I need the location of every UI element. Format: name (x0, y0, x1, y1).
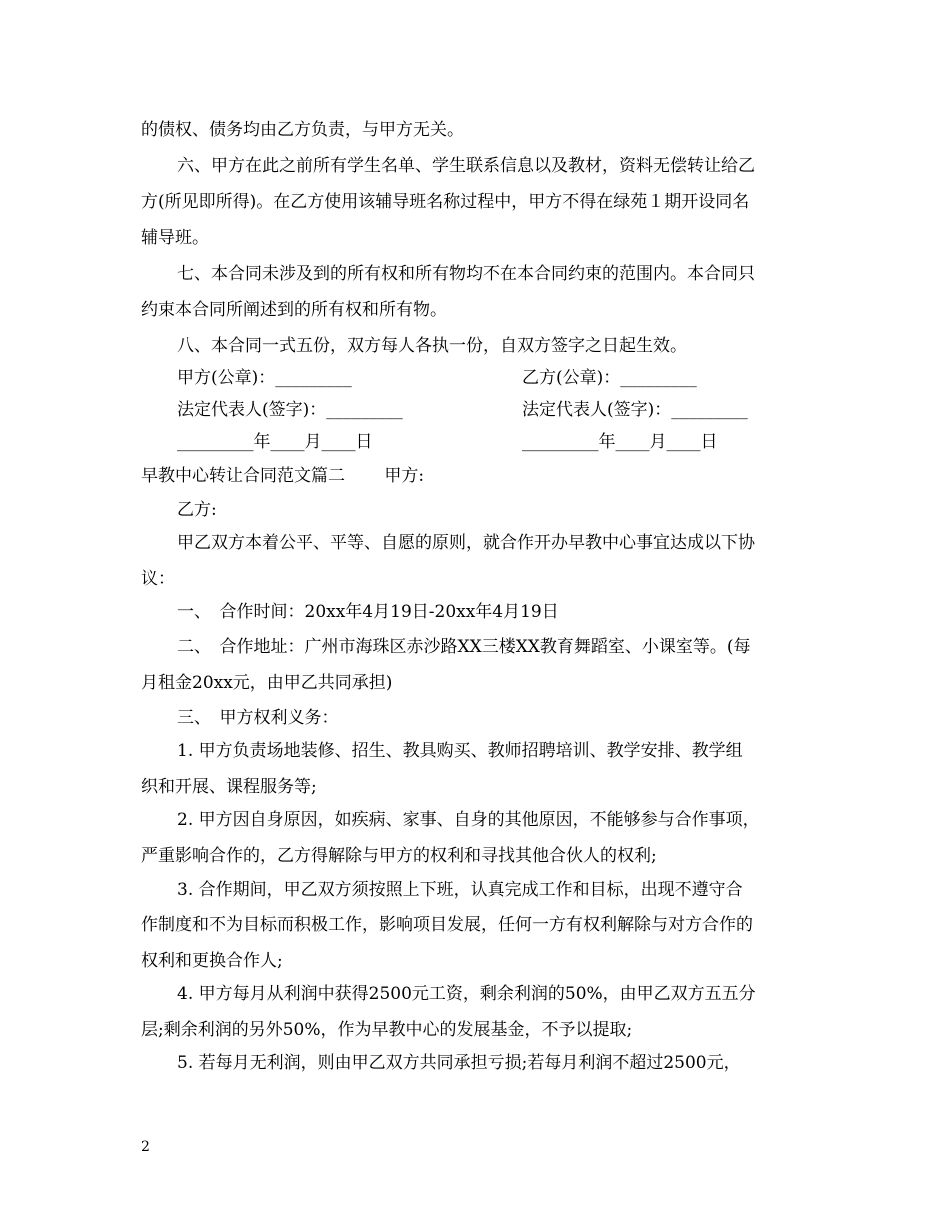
paragraph-line: 2. 甲方因自身原因，如疾病、家事、自身的其他原因，不能够参与合作事项， (177, 810, 760, 830)
party-b-date-field: _________年____月____日 (522, 432, 718, 452)
paragraph-line: 的债权、债务均由乙方负责，与甲方无关。 (141, 120, 464, 140)
party-b-seal-field: 乙方(公章)：_________ (522, 368, 697, 388)
paragraph-line: 三、 甲方权利义务： (177, 708, 339, 728)
paragraph-line: 一、 合作时间：20xx年4月19日-20xx年4月19日 (177, 602, 559, 622)
paragraph-line: 权利和更换合作人; (141, 951, 283, 971)
paragraph-line: 约束本合同所阐述到的所有权和所有物。 (141, 300, 447, 320)
party-b-rep-field: 法定代表人(签字)：_________ (522, 400, 748, 420)
paragraph-line: 层;剩余利润的另外50%，作为早教中心的发展基金，不予以提取; (141, 1020, 633, 1040)
paragraph-line: 议： (141, 569, 175, 589)
paragraph-line: 辅导班。 (141, 228, 209, 248)
paragraph-line: 1. 甲方负责场地装修、招生、教具购买、教师招聘培训、教学安排、教学组 (177, 741, 743, 761)
party-a-seal-field: 甲方(公章)：_________ (177, 368, 352, 388)
paragraph-line: 作制度和不为目标而积极工作，影响项目发展，任何一方有权利解除与对方合作的 (141, 915, 753, 935)
paragraph-line: 4. 甲方每月从利润中获得2500元工资，剩余利润的50%，由甲乙双方五五分 (177, 984, 756, 1004)
paragraph-line: 六、甲方在此之前所有学生名单、学生联系信息以及教材，资料无偿转让给乙 (177, 156, 755, 176)
party-a-date-field: _________年____月____日 (177, 432, 373, 452)
paragraph-line: 5. 若每月无利润，则由甲乙双方共同承担亏损;若每月利润不超过2500元， (177, 1053, 741, 1073)
paragraph-line: 乙方: (177, 500, 217, 520)
section-title: 早教中心转让合同范文篇二 甲方: (141, 466, 425, 486)
paragraph-line: 二、 合作地址：广州市海珠区赤沙路XX三楼XX教育舞蹈室、小课室等。(每 (177, 637, 751, 657)
paragraph-line: 甲乙双方本着公平、平等、自愿的原则，就合作开办早教中心事宜达成以下协 (177, 533, 755, 553)
paragraph-line: 织和开展、课程服务等; (141, 777, 317, 797)
party-a-rep-field: 法定代表人(签字)：_________ (177, 400, 403, 420)
paragraph-line: 严重影响合作的，乙方得解除与甲方的权利和寻找其他合伙人的权利; (141, 846, 657, 866)
page-number: 2 (141, 1139, 150, 1155)
paragraph-line: 3. 合作期间，甲乙双方须按照上下班，认真完成工作和目标，出现不遵守合 (177, 880, 743, 900)
paragraph-line: 月租金20xx元，由甲乙共同承担) (141, 673, 393, 693)
paragraph-line: 八、本合同一式五份，双方每人各执一份，自双方签字之日起生效。 (177, 336, 687, 356)
paragraph-line: 方(所见即所得)。在乙方使用该辅导班名称过程中，甲方不得在绿苑１期开设同名 (141, 192, 750, 212)
paragraph-line: 七、本合同未涉及到的所有权和所有物均不在本合同约束的范围内。本合同只 (177, 264, 755, 284)
